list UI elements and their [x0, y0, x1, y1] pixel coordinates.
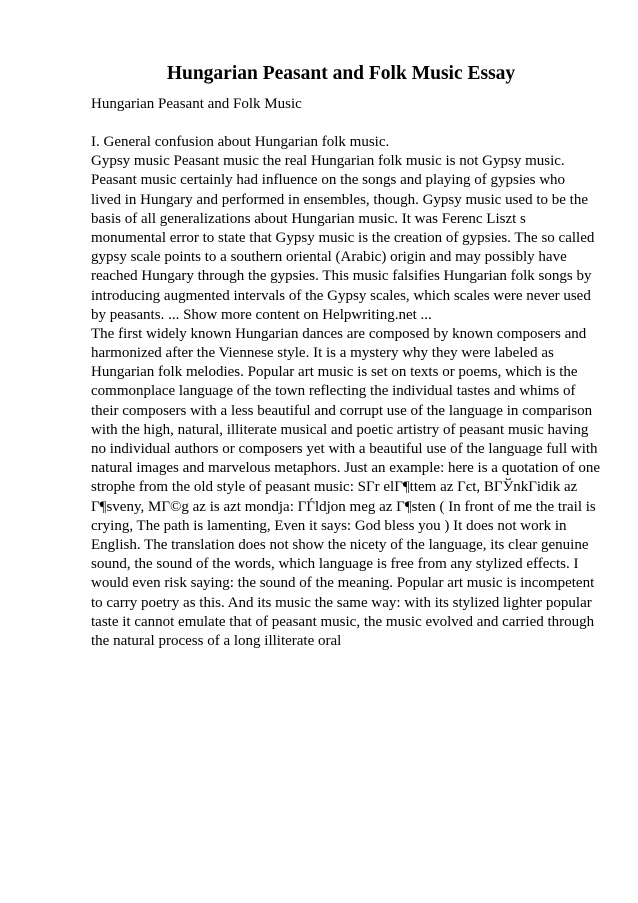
body-text-line: strophe from the old style of peasant music: SΓr elΓ¶ttem az Γєt, BΓЎnkΓidik az [91, 479, 578, 496]
body-text-line: commonplace language of the town reflecting the individual tastes and whims of [91, 383, 576, 400]
body-text-line: the natural process of a long illiterate oral [91, 632, 342, 649]
body-text-line: monumental error to state that Gypsy music is the creation of gypsies. The so called [91, 229, 595, 246]
body-text-line: lived in Hungary and performed in ensembles, though. Gypsy music used to be the [91, 191, 588, 208]
body-text-line: I. General confusion about Hungarian folk music. [91, 134, 390, 150]
body-text-line: to carry poetry as this. And its music the same way: with its stylized lighter popular [91, 594, 592, 611]
body-text-line: English. The translation does not show the nicety of the language, its clear genuine [91, 536, 589, 553]
body-text-line: their composers with a less beautiful and corrupt use of the language in comparison [91, 402, 593, 419]
body-text-line: reached Hungary through the gypsies. This music falsifies Hungarian folk songs by [91, 268, 592, 285]
body-text-line: The first widely known Hungarian dances are composed by known composers and [91, 325, 587, 342]
body-text-line: gypsy scale points to a southern oriental (Arabic) origin and may possibly have [91, 249, 567, 266]
body-text-line: sound, the sound of the words, which language is free from any stylized effects. I [91, 556, 579, 573]
body-text-line: Γ¶sveny, MΓ©g az is azt mondja: ΓЃldjon meg az Γ¶sten ( In front of me the trail is [91, 498, 596, 515]
body-text-line: taste it cannot emulate that of peasant music, the music evolved and carried through [91, 613, 595, 630]
body-text-line: no individual authors or composers yet with a beautiful use of the language full with [91, 441, 598, 457]
body-text-line: would even risk saying: the sound of the meaning. Popular art music is incompetent [91, 575, 595, 592]
document-body [91, 133, 601, 651]
body-text-line: harmonized after the Viennese style. It is a mystery why they were labeled as [91, 345, 554, 362]
document-title: Hungarian Peasant and Folk Music Essay [166, 63, 516, 84]
body-text-line: Hungarian folk melodies. Popular art music is set on texts or poems, which is the [91, 364, 578, 381]
body-text-line: by peasants. ... Show more content on Helpwriting.net ... [91, 306, 432, 323]
document-subtitle: Hungarian Peasant and Folk Music [91, 96, 302, 112]
body-text-line: introducing augmented intervals of the Gypsy scales, which scales were never used [91, 287, 591, 304]
body-text-line: crying, The path is lamenting, Even it says: God bless you ) It does not work in [91, 517, 567, 534]
body-text-line: natural images and marvelous metaphors. Just an example: here is a quotation of one [91, 460, 601, 477]
body-text-line: basis of all generalizations about Hungarian music. It was Ferenc Liszt s [91, 210, 526, 227]
body-text-line: Peasant music certainly had influence on the songs and playing of gypsies who [91, 172, 566, 189]
body-text-line: Gypsy music Peasant music the real Hungarian folk music is not Gypsy music. [91, 153, 565, 170]
body-text-line: with the high, natural, illiterate musical and poetic artistry of peasant music having [91, 421, 589, 438]
